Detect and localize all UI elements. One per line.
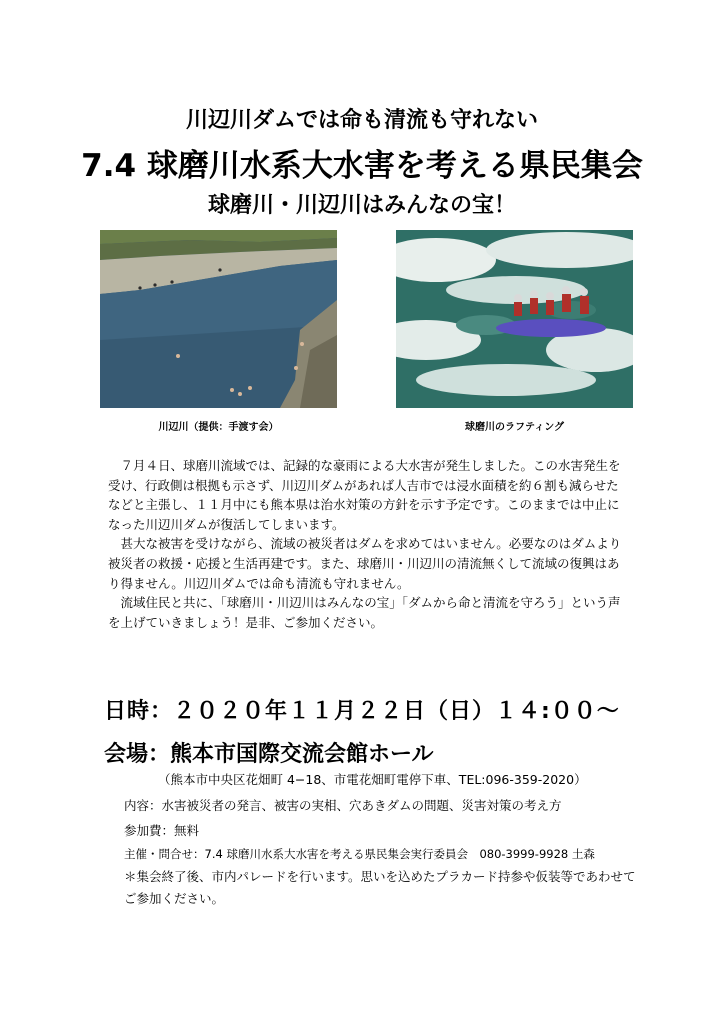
paragraph: ７月４日、球磨川流域では、記録的な豪雨による大水害が発生しました。この水害発生を受け、行政側は根拠も示さず、川辺川ダムがあれば人吉市では浸水面積を約６割も減らせたなどと主張し、１１月中にも熊本県は治水対策の方針を示す予定です。このままでは中止になった川辺川ダムが復活してしまいます。 [108,458,621,532]
paragraph: 甚大な被害を受けながら、流域の被災者はダムを求めてはいません。必要なのはダムより被災者の救援・応援と生活再建です。また、球磨川・川辺川の清流無くして流域の復興はあり得ません。川辺川ダムでは命も清流も守れません。 [108,536,622,591]
event-tagline: 球磨川・川辺川はみんなの宝！ [207,193,516,218]
left-photo-caption: 川辺川（提供：手渡す会） [158,422,279,433]
event-datetime: 日時：２０２０年１１月２２日（日）１４:００〜 [104,699,620,724]
rafting-photo [396,230,633,408]
event-content: 内容：水害被災者の発言、被害の実相、穴あきダムの問題、災害対策の考え方 [124,798,562,813]
event-organizer: 主催・問合せ：7.4 球磨川水系大水害を考える県民集会実行委員会 080-3999-9928 土森 [124,847,595,861]
parade-note: ＊集会終了後、市内パレードを行います。思いを込めたプラカード持参や仮装等であわせてご参加ください。 [124,869,636,906]
page-title: 7.4 球磨川水系大水害を考える県民集会 [81,148,643,184]
kawabe-river-photo [100,230,337,408]
event-subtitle: 川辺川ダムでは命も清流も守れない [185,108,538,133]
body-text [108,456,624,632]
paragraph: 流域住民と共に、「球磨川・川辺川はみんなの宝」「ダムから命と清流を守ろう」という声を上げていきましょう！是非、ご参加ください。 [108,595,621,630]
event-venue: 会場：熊本市国際交流会館ホール [104,742,434,767]
event-fee: 参加費：無料 [124,823,200,838]
right-photo-caption: 球磨川のラフティング [465,422,564,433]
venue-address: （熊本市中央区花畑町 4−18、市電花畑町電停下車、TEL:096-359-2020） [158,772,587,787]
